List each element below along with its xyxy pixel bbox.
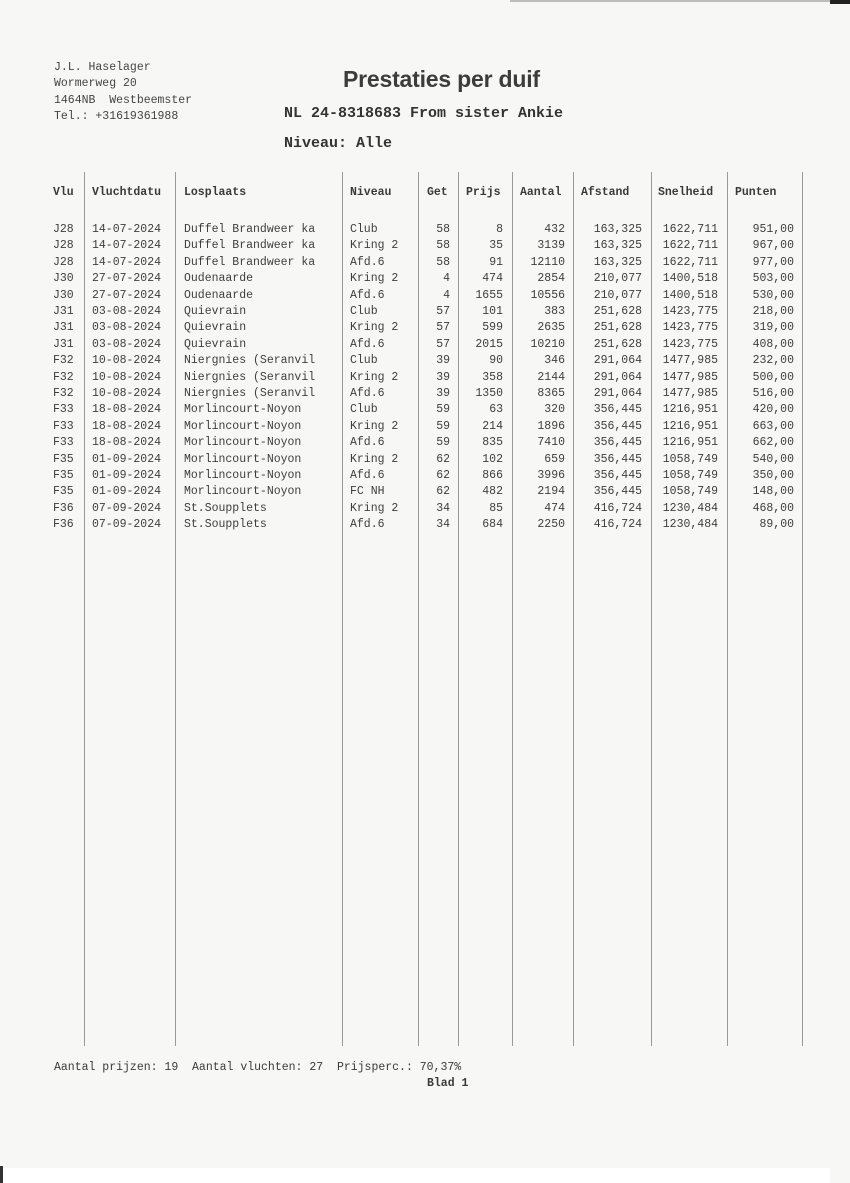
table-row bbox=[0, 502, 850, 518]
cell-aantal: 432 bbox=[544, 223, 565, 236]
cell-afstand: 291,064 bbox=[593, 370, 642, 384]
table-row bbox=[0, 453, 850, 469]
cell-get: 58 bbox=[436, 223, 450, 236]
table-row bbox=[0, 518, 850, 534]
cell-niveau: Kring 2 bbox=[350, 419, 399, 433]
cell-get: 62 bbox=[436, 485, 450, 499]
cell-get: 59 bbox=[436, 403, 450, 417]
table-row bbox=[0, 371, 850, 387]
cell-niveau: Kring 2 bbox=[350, 501, 399, 515]
cell-aantal: 383 bbox=[544, 305, 565, 318]
cell-snelheid: 1622,711 bbox=[662, 255, 718, 269]
cell-niveau: Club bbox=[350, 223, 378, 236]
cell-niveau: Kring 2 bbox=[350, 321, 399, 335]
cell-niveau: Kring 2 bbox=[350, 370, 399, 384]
cell-date: 07-09-2024 bbox=[92, 501, 162, 515]
cell-afstand: 251,628 bbox=[593, 337, 642, 351]
header-vlu: Vlu bbox=[53, 186, 74, 199]
cell-afstand: 210,077 bbox=[593, 288, 642, 302]
cell-aantal: 1896 bbox=[537, 419, 565, 433]
table-row bbox=[0, 239, 850, 255]
cell-niveau: FC NH bbox=[350, 485, 385, 499]
cell-snelheid: 1477,985 bbox=[662, 370, 718, 384]
cell-losplaats: Morlincourt-Noyon bbox=[184, 485, 302, 499]
cell-vlu: F33 bbox=[53, 436, 74, 450]
cell-afstand: 356,445 bbox=[593, 452, 642, 466]
cell-date: 27-07-2024 bbox=[92, 288, 162, 302]
cell-date: 27-07-2024 bbox=[92, 272, 162, 286]
cell-losplaats: Quievrain bbox=[184, 337, 247, 351]
cell-vlu: J28 bbox=[53, 239, 74, 253]
cell-snelheid: 1230,484 bbox=[662, 518, 718, 532]
cell-snelheid: 1058,749 bbox=[662, 452, 718, 466]
cell-afstand: 416,724 bbox=[593, 518, 642, 532]
cell-punten: 500,00 bbox=[752, 370, 794, 384]
cell-aantal: 2635 bbox=[537, 321, 565, 335]
cell-punten: 319,00 bbox=[752, 321, 794, 335]
header-niveau: Niveau bbox=[350, 186, 392, 199]
cell-get: 34 bbox=[436, 518, 450, 532]
scan-edge-mark bbox=[0, 1166, 3, 1183]
cell-vlu: F35 bbox=[53, 485, 74, 499]
cell-losplaats: Niergnies (Seranvil bbox=[184, 370, 316, 384]
cell-prijs: 85 bbox=[489, 501, 503, 515]
cell-get: 57 bbox=[436, 321, 450, 335]
table-row bbox=[0, 223, 850, 239]
cell-niveau: Kring 2 bbox=[350, 239, 399, 253]
table-row bbox=[0, 403, 850, 419]
cell-niveau: Afd.6 bbox=[350, 387, 385, 400]
cell-losplaats: St.Soupplets bbox=[184, 501, 267, 515]
cell-vlu: J30 bbox=[53, 272, 74, 286]
cell-snelheid: 1622,711 bbox=[662, 223, 718, 236]
header-aantal: Aantal bbox=[520, 186, 562, 199]
table-row bbox=[0, 485, 850, 501]
owner-street: Wormerweg 20 bbox=[54, 77, 137, 91]
cell-afstand: 356,445 bbox=[593, 419, 642, 433]
cell-snelheid: 1622,711 bbox=[662, 239, 718, 253]
cell-prijs: 2015 bbox=[475, 337, 503, 351]
cell-punten: 662,00 bbox=[752, 436, 794, 450]
cell-vlu: J31 bbox=[53, 337, 74, 351]
cell-punten: 951,00 bbox=[752, 223, 794, 236]
cell-date: 07-09-2024 bbox=[92, 518, 162, 532]
cell-get: 57 bbox=[436, 337, 450, 351]
cell-punten: 967,00 bbox=[752, 239, 794, 253]
cell-punten: 468,00 bbox=[752, 501, 794, 515]
cell-losplaats: Quievrain bbox=[184, 321, 247, 335]
cell-get: 39 bbox=[436, 370, 450, 384]
cell-get: 39 bbox=[436, 354, 450, 368]
cell-punten: 503,00 bbox=[752, 272, 794, 286]
header-snelheid: Snelheid bbox=[658, 186, 714, 199]
scan-edge-corner bbox=[830, 0, 850, 4]
cell-vlu: F32 bbox=[53, 354, 74, 368]
cell-afstand: 251,628 bbox=[593, 305, 642, 318]
cell-date: 18-08-2024 bbox=[92, 419, 162, 433]
cell-losplaats: Duffel Brandweer ka bbox=[184, 223, 316, 236]
cell-losplaats: Niergnies (Seranvil bbox=[184, 354, 316, 368]
cell-vlu: F32 bbox=[53, 387, 74, 400]
cell-aantal: 7410 bbox=[537, 436, 565, 450]
cell-get: 58 bbox=[436, 255, 450, 269]
cell-afstand: 291,064 bbox=[593, 354, 642, 368]
cell-niveau: Afd.6 bbox=[350, 436, 385, 450]
pigeon-id: NL 24-8318683 From sister Ankie bbox=[284, 105, 564, 122]
cell-afstand: 356,445 bbox=[593, 403, 642, 417]
cell-losplaats: Morlincourt-Noyon bbox=[184, 436, 302, 450]
cell-aantal: 474 bbox=[544, 501, 565, 515]
cell-vlu: F35 bbox=[53, 469, 74, 482]
table-row bbox=[0, 338, 850, 354]
cell-date: 18-08-2024 bbox=[92, 403, 162, 417]
cell-aantal: 10210 bbox=[530, 337, 565, 351]
cell-vlu: F33 bbox=[53, 403, 74, 417]
owner-city: 1464NB Westbeemster bbox=[54, 93, 193, 107]
cell-date: 10-08-2024 bbox=[92, 387, 162, 400]
cell-punten: 530,00 bbox=[752, 288, 794, 302]
cell-niveau: Club bbox=[350, 305, 378, 318]
cell-prijs: 358 bbox=[482, 370, 503, 384]
cell-niveau: Club bbox=[350, 354, 378, 368]
summary-line: Aantal prijzen: 19 Aantal vluchten: 27 Prijsperc.: 70,37% bbox=[54, 1061, 462, 1074]
cell-get: 62 bbox=[436, 452, 450, 466]
cell-aantal: 2250 bbox=[537, 518, 565, 532]
cell-prijs: 482 bbox=[482, 485, 503, 499]
cell-vlu: F36 bbox=[53, 501, 74, 515]
cell-aantal: 2144 bbox=[537, 370, 565, 384]
cell-snelheid: 1216,951 bbox=[662, 436, 718, 450]
cell-snelheid: 1058,749 bbox=[662, 469, 718, 482]
cell-date: 18-08-2024 bbox=[92, 436, 162, 450]
cell-get: 57 bbox=[436, 305, 450, 318]
cell-afstand: 251,628 bbox=[593, 321, 642, 335]
cell-date: 01-09-2024 bbox=[92, 469, 162, 482]
cell-date: 14-07-2024 bbox=[92, 239, 162, 253]
cell-get: 58 bbox=[436, 239, 450, 253]
cell-afstand: 163,325 bbox=[593, 255, 642, 269]
cell-losplaats: Niergnies (Seranvil bbox=[184, 387, 316, 400]
cell-losplaats: Duffel Brandweer ka bbox=[184, 239, 316, 253]
cell-prijs: 35 bbox=[489, 239, 503, 253]
cell-losplaats: Morlincourt-Noyon bbox=[184, 452, 302, 466]
cell-prijs: 63 bbox=[489, 403, 503, 417]
cell-get: 4 bbox=[443, 288, 450, 302]
cell-snelheid: 1477,985 bbox=[662, 354, 718, 368]
cell-get: 59 bbox=[436, 419, 450, 433]
cell-punten: 977,00 bbox=[752, 255, 794, 269]
table-row bbox=[0, 289, 850, 305]
cell-punten: 540,00 bbox=[752, 452, 794, 466]
cell-afstand: 416,724 bbox=[593, 501, 642, 515]
report-title: Prestaties per duif bbox=[343, 66, 540, 92]
owner-name: J.L. Haselager bbox=[54, 61, 151, 74]
cell-aantal: 3139 bbox=[537, 239, 565, 253]
cell-niveau: Afd.6 bbox=[350, 469, 385, 482]
header-afstand: Afstand bbox=[581, 186, 630, 199]
cell-losplaats: Oudenaarde bbox=[184, 272, 254, 286]
table-row bbox=[0, 256, 850, 272]
cell-prijs: 684 bbox=[482, 518, 503, 532]
header-prijs: Prijs bbox=[466, 186, 501, 199]
cell-vlu: J31 bbox=[53, 305, 74, 318]
cell-afstand: 356,445 bbox=[593, 436, 642, 450]
cell-snelheid: 1477,985 bbox=[662, 387, 718, 400]
cell-punten: 516,00 bbox=[752, 387, 794, 400]
cell-aantal: 659 bbox=[544, 452, 565, 466]
cell-aantal: 8365 bbox=[537, 387, 565, 400]
cell-afstand: 210,077 bbox=[593, 272, 642, 286]
cell-date: 01-09-2024 bbox=[92, 452, 162, 466]
cell-niveau: Afd.6 bbox=[350, 288, 385, 302]
cell-prijs: 835 bbox=[482, 436, 503, 450]
cell-prijs: 866 bbox=[482, 469, 503, 482]
cell-date: 14-07-2024 bbox=[92, 255, 162, 269]
cell-afstand: 163,325 bbox=[593, 223, 642, 236]
cell-aantal: 10556 bbox=[530, 288, 565, 302]
cell-punten: 218,00 bbox=[752, 305, 794, 318]
cell-prijs: 474 bbox=[482, 272, 503, 286]
cell-prijs: 599 bbox=[482, 321, 503, 335]
cell-get: 34 bbox=[436, 501, 450, 515]
cell-aantal: 2854 bbox=[537, 272, 565, 286]
cell-vlu: F32 bbox=[53, 370, 74, 384]
cell-losplaats: St.Soupplets bbox=[184, 518, 267, 532]
table-row bbox=[0, 305, 850, 321]
cell-snelheid: 1230,484 bbox=[662, 501, 718, 515]
cell-snelheid: 1400,518 bbox=[662, 272, 718, 286]
cell-date: 03-08-2024 bbox=[92, 305, 162, 318]
cell-get: 39 bbox=[436, 387, 450, 400]
page-number: Blad 1 bbox=[427, 1077, 469, 1090]
cell-prijs: 101 bbox=[482, 305, 503, 318]
cell-losplaats: Morlincourt-Noyon bbox=[184, 403, 302, 417]
cell-afstand: 163,325 bbox=[593, 239, 642, 253]
cell-aantal: 346 bbox=[544, 354, 565, 368]
cell-punten: 408,00 bbox=[752, 337, 794, 351]
cell-date: 10-08-2024 bbox=[92, 354, 162, 368]
cell-niveau: Afd.6 bbox=[350, 255, 385, 269]
cell-snelheid: 1423,775 bbox=[662, 337, 718, 351]
table-row bbox=[0, 321, 850, 337]
table-row bbox=[0, 436, 850, 452]
header-get: Get bbox=[427, 186, 448, 199]
header-punten: Punten bbox=[735, 186, 777, 199]
cell-niveau: Club bbox=[350, 403, 378, 417]
cell-prijs: 91 bbox=[489, 255, 503, 269]
cell-afstand: 291,064 bbox=[593, 387, 642, 400]
cell-aantal: 2194 bbox=[537, 485, 565, 499]
cell-vlu: J28 bbox=[53, 255, 74, 269]
cell-punten: 232,00 bbox=[752, 354, 794, 368]
cell-snelheid: 1400,518 bbox=[662, 288, 718, 302]
cell-get: 59 bbox=[436, 436, 450, 450]
cell-get: 62 bbox=[436, 469, 450, 482]
table-row bbox=[0, 387, 850, 403]
owner-address bbox=[54, 60, 192, 125]
cell-vlu: J28 bbox=[53, 223, 74, 236]
cell-vlu: F33 bbox=[53, 419, 74, 433]
scan-edge-bottom bbox=[0, 1168, 830, 1183]
cell-niveau: Afd.6 bbox=[350, 337, 385, 351]
cell-snelheid: 1216,951 bbox=[662, 419, 718, 433]
cell-aantal: 320 bbox=[544, 403, 565, 417]
header-vluchtdatum: Vluchtdatu bbox=[92, 186, 162, 199]
cell-date: 03-08-2024 bbox=[92, 337, 162, 351]
cell-prijs: 1350 bbox=[475, 387, 503, 400]
cell-punten: 420,00 bbox=[752, 403, 794, 417]
owner-phone: Tel.: +31619361988 bbox=[54, 109, 179, 123]
cell-vlu: F35 bbox=[53, 452, 74, 466]
cell-prijs: 1655 bbox=[475, 288, 503, 302]
cell-niveau: Kring 2 bbox=[350, 272, 399, 286]
table-row bbox=[0, 469, 850, 485]
cell-aantal: 3996 bbox=[537, 469, 565, 482]
cell-losplaats: Oudenaarde bbox=[184, 288, 254, 302]
cell-losplaats: Duffel Brandweer ka bbox=[184, 255, 316, 269]
cell-niveau: Afd.6 bbox=[350, 518, 385, 532]
cell-vlu: J31 bbox=[53, 321, 74, 335]
cell-date: 10-08-2024 bbox=[92, 370, 162, 384]
cell-afstand: 356,445 bbox=[593, 469, 642, 482]
table-row bbox=[0, 272, 850, 288]
cell-snelheid: 1423,775 bbox=[662, 321, 718, 335]
cell-prijs: 8 bbox=[496, 223, 503, 236]
cell-aantal: 12110 bbox=[530, 255, 565, 269]
cell-date: 01-09-2024 bbox=[92, 485, 162, 499]
header-losplaats: Losplaats bbox=[184, 186, 247, 199]
cell-prijs: 102 bbox=[482, 452, 503, 466]
cell-vlu: F36 bbox=[53, 518, 74, 532]
cell-punten: 148,00 bbox=[752, 485, 794, 499]
table-row bbox=[0, 354, 850, 370]
level-filter: Niveau: Alle bbox=[284, 135, 393, 152]
scan-edge-top bbox=[510, 0, 830, 2]
cell-snelheid: 1216,951 bbox=[662, 403, 718, 417]
cell-niveau: Kring 2 bbox=[350, 452, 399, 466]
cell-afstand: 356,445 bbox=[593, 485, 642, 499]
cell-prijs: 90 bbox=[489, 354, 503, 368]
cell-snelheid: 1058,749 bbox=[662, 485, 718, 499]
cell-snelheid: 1423,775 bbox=[662, 305, 718, 318]
cell-date: 03-08-2024 bbox=[92, 321, 162, 335]
cell-date: 14-07-2024 bbox=[92, 223, 162, 236]
cell-prijs: 214 bbox=[482, 419, 503, 433]
cell-punten: 350,00 bbox=[752, 469, 794, 482]
cell-losplaats: Morlincourt-Noyon bbox=[184, 419, 302, 433]
table-row bbox=[0, 420, 850, 436]
cell-punten: 89,00 bbox=[759, 518, 794, 532]
cell-punten: 663,00 bbox=[752, 419, 794, 433]
cell-get: 4 bbox=[443, 272, 450, 286]
cell-losplaats: Morlincourt-Noyon bbox=[184, 469, 302, 482]
cell-vlu: J30 bbox=[53, 288, 74, 302]
cell-losplaats: Quievrain bbox=[184, 305, 247, 318]
